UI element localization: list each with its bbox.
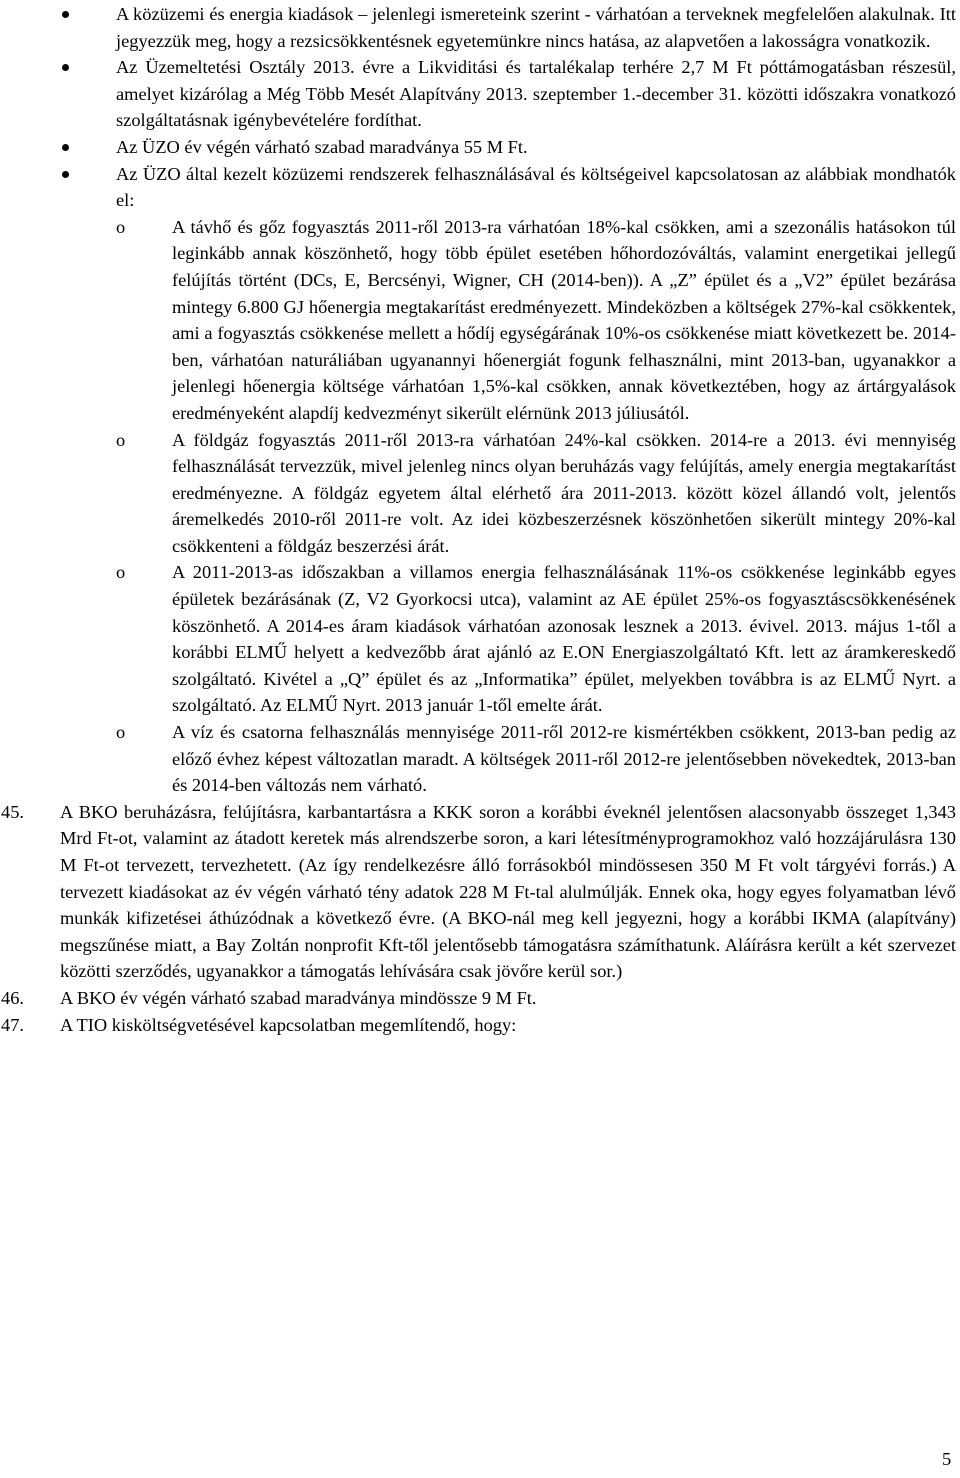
bullet-text: Az ÜZO által kezelt közüzemi rendszerek felhasználásával és költségeivel kapcsolatosan az alábbiak mondhatók el:: [116, 163, 956, 211]
sub-list-text: A 2011-2013-as időszakban a villamos energia felhasználásának 11%-os csökkenése leginkább egyes épületek bezárásának (Z, V2 Gyorkocsi utca), valamint az AE épület 25%-os fogyasztáscsökkenésének köszönhető. A 2014-es áram kiadások várhatóan azonosak lesznek a 2013. évivel. 2013. május 1-től a korábbi ELMŰ helyett a kedvezőbb árat ajánló az E.ON Energiaszolgáltató Kft. lett az áramkereskedő szolgáltató. Kivétel a „Q” épület és az „Informatika” épület, melyekben továbbra is az ELMŰ Nyrt. a szolgáltató. Az ELMŰ Nyrt. 2013 január 1-től emelte árát.: [172, 562, 956, 716]
sub-list-text: A földgáz fogyasztás 2011-ről 2013-ra várhatóan 24%-kal csökken. 2014-re a 2013. évi mennyiség felhasználását tervezzük, mivel jelenleg nincs olyan beruházás vagy felújítás, amely energia megtakarítást eredményezne. A földgáz egyetem által elérhető ára 2011-2013. között közel állandó volt, jelentős áremelkedés 2010-ről 2011-re volt. Az idei közbeszerzésnek köszönhetően sikerült mintegy 20%-kal csökkenteni a földgáz beszerzési árát.: [172, 429, 956, 556]
paragraph-text: A BKO beruházásra, felújításra, karbantartásra a KKK soron a korábbi éveknél jelentősen alacsonyabb összeget 1,343 Mrd Ft-ot, valamint az átadott keretek más alrendszerbe soron, a kari létesítményprogramokhoz való hozzájárulásra 130 M Ft-ot tervezett, tervezhetett. (Az így rendelkezésre álló forrásokból mindössesen 350 M Ft volt tárgyévi forrás.) A tervezett kiadásokat az év végén várható tény adatok 228 M Ft-tal alulmúlják. Ennek oka, hogy egyes folyamatban lévő munkák kifizetései áthúzódnak a következő évre. (A BKO-nál meg kell jegyezni, hogy a korábbi IKMA (alapítvány) megszűnése miatt, a Bay Zoltán nonprofit Kft-től jelentősebb támogatásra számíthatunk. Aláírásra került a két szervezet közötti szerződés, ugyanakkor a támogatás lehívására csak jövőre kerül sor.): [60, 801, 956, 982]
numbered-paragraph: [0, 799, 960, 985]
sub-list-text: A víz és csatorna felhasználás mennyisége 2011-ről 2012-re kismértékben csökkent, 2013-ban pedig az előző évhez képest változatlan maradt. A költségek 2011-ről 2012-re jelentősebben növekedtek, 2013-ban és 2014-ben változás nem várható.: [172, 722, 956, 796]
bullet-item: [0, 54, 960, 134]
bullet-item: [0, 1, 960, 54]
bullet-dot-icon: [62, 11, 69, 18]
sub-list-marker: o: [116, 562, 126, 583]
sub-list-item: [0, 719, 960, 799]
bullet-item: [0, 134, 960, 161]
bullet-text: Az ÜZO év végén várható szabad maradványa 55 M Ft.: [116, 136, 528, 157]
paragraph-text: A TIO kisköltségvetésével kapcsolatban megemlítendő, hogy:: [60, 1014, 517, 1035]
sub-list-item: [0, 214, 960, 427]
paragraph-text: A BKO év végén várható szabad maradványa mindössze 9 M Ft.: [60, 987, 537, 1008]
bullet-dot-icon: [62, 171, 69, 178]
sub-list-item: [0, 559, 960, 719]
paragraph-number: 46.: [1, 987, 24, 1008]
sub-list-item: [0, 427, 960, 560]
sub-list-marker: o: [116, 722, 126, 743]
paragraph-number: 47.: [1, 1014, 24, 1035]
sub-list-marker: o: [116, 429, 126, 450]
page-number: 5: [942, 1449, 952, 1469]
bullet-text: A közüzemi és energia kiadások – jelenlegi ismereteink szerint - várhatóan a terveknek megfelelően alakulnak. Itt jegyezzük meg, hogy a rezsicsökkentésnek egyetemünkre nincs hatása, az alapvetően a lakosságra vonatkozik.: [116, 4, 956, 51]
paragraph-number: 45.: [1, 801, 24, 822]
bullet-dot-icon: [62, 144, 69, 151]
bullet-text: Az Üzemeltetési Osztály 2013. évre a Likviditási és tartalékalap terhére 2,7 M Ft póttámogatásban részesül, amelyet kizárólag a Még Több Mesét Alapítvány 2013. szeptember 1.-december 31. közötti időszakra vonatkozó szolgáltatásnak igénybevételére fordíthat.: [116, 57, 956, 131]
numbered-paragraph: [0, 985, 960, 1012]
sub-list-text: A távhő és gőz fogyasztás 2011-ről 2013-ra várhatóan 18%-kal csökken, ami a szezonális hatásokon túl leginkább annak köszönhető, hogy több épület esetében hőhordozóváltás, valamint energetikai jellegű felújítás történt (DCs, E, Bercsényi, Wigner, CH (2014-ben)). A „Z” épület és a „V2” épület bezárása mintegy 6.800 GJ hőenergia megtakarítást eredményezett. Mindeközben a költségek 27%-kal csökkentek, ami a fogyasztás csökkenése mellett a hődíj egységárának 10%-os csökkenése miatt következett be. 2014-ben, várhatóan naturáliában ugyanannyi hőenergiát fogunk felhasználni, mint 2013-ban, ugyanakkor a jelenlegi hőenergia költsége várhatóan 1,5%-kal csökken, annak következtében, hogy az ártárgyalások eredményeként alapdíj kedvezményt sikerült elérnünk 2013 júliusától.: [172, 216, 956, 423]
numbered-paragraph: [0, 1012, 960, 1039]
sub-list-marker: o: [116, 216, 126, 237]
bullet-dot-icon: [62, 64, 69, 71]
bullet-item: [0, 161, 960, 214]
page-content: [0, 1, 960, 1038]
